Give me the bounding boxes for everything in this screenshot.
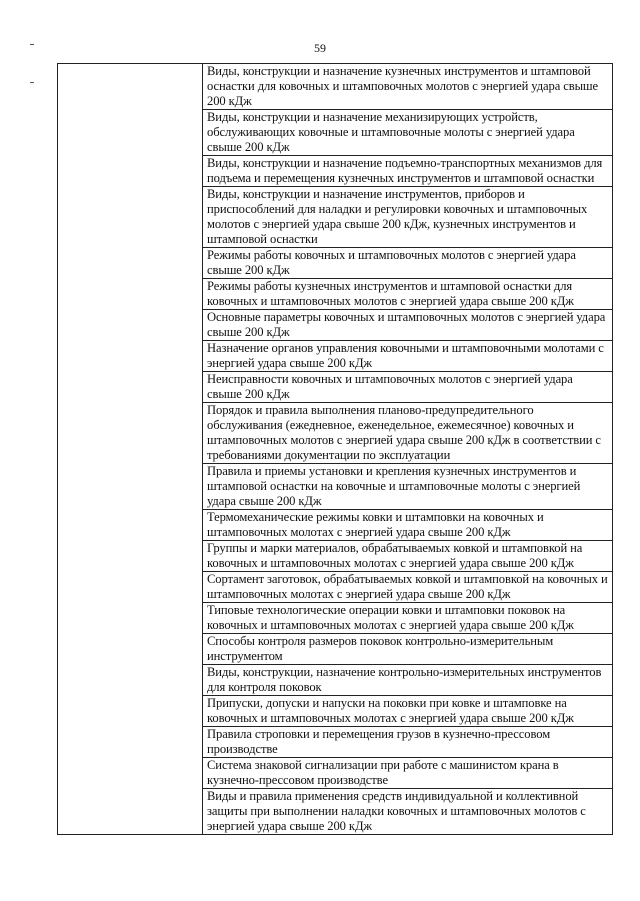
knowledge-item-cell xyxy=(203,64,613,110)
knowledge-item-text: Группы и марки материалов, обрабатываемых ковкой и штамповкой на ковочных и штамповочных молотах с энергией удара свыше 200 кДж xyxy=(207,541,583,570)
knowledge-item-text: Виды и правила применения средств индивидуальной и коллективной защиты при выполнении наладки ковочных и штамповочных молотов с энергией удара свыше 200 кДж xyxy=(207,789,586,833)
knowledge-item-text: Виды, конструкции и назначение кузнечных инструментов и штамповой оснастки для ковочных и штамповочных молотов с энергией удара свыше 200 кДж xyxy=(207,64,599,108)
knowledge-item-text: Термомеханические режимы ковки и штамповки на ковочных и штамповочных молотах с энергией удара свыше 200 кДж xyxy=(207,510,544,539)
knowledge-item-text: Припуски, допуски и напуски на поковки при ковке и штамповке на ковочных и штамповочных молотах с энергией удара свыше 200 кДж xyxy=(207,696,574,725)
knowledge-item-cell xyxy=(203,665,613,696)
knowledge-item-cell xyxy=(203,248,613,279)
knowledge-item-text: Виды, конструкции и назначение механизирующих устройств, обслуживающих ковочные и штамповочные молоты с энергией удара свыше 200 кДж xyxy=(207,110,575,154)
table-row xyxy=(58,64,613,110)
knowledge-table-body xyxy=(58,64,613,835)
knowledge-item-text: Виды, конструкции и назначение подъемно-транспортных механизмов для подъема и перемещения кузнечных инструментов и штамповой оснастки xyxy=(207,156,603,185)
page-number: 59 xyxy=(314,41,326,55)
knowledge-item-cell xyxy=(203,789,613,835)
knowledge-item-cell xyxy=(203,603,613,634)
knowledge-item-cell xyxy=(203,372,613,403)
knowledge-item-cell xyxy=(203,464,613,510)
knowledge-item-text: Режимы работы кузнечных инструментов и штамповой оснастки для ковочных и штамповочных молотов с энергией удара свыше 200 кДж xyxy=(207,279,574,308)
knowledge-table xyxy=(57,63,613,835)
knowledge-item-text: Виды, конструкции, назначение контрольно-измерительных инструментов для контроля поковок xyxy=(207,665,602,694)
knowledge-item-cell xyxy=(203,279,613,310)
knowledge-item-text: Способы контроля размеров поковок контрольно-измерительным инструментом xyxy=(207,634,554,663)
knowledge-item-cell xyxy=(203,187,613,248)
knowledge-item-cell xyxy=(203,727,613,758)
knowledge-item-cell xyxy=(203,572,613,603)
knowledge-item-cell xyxy=(203,403,613,464)
knowledge-item-cell xyxy=(203,696,613,727)
knowledge-item-cell xyxy=(203,510,613,541)
margin-mark xyxy=(30,82,34,83)
knowledge-item-text: Режимы работы ковочных и штамповочных молотов с энергией удара свыше 200 кДж xyxy=(207,248,576,277)
knowledge-item-cell xyxy=(203,341,613,372)
knowledge-item-text: Назначение органов управления ковочными и штамповочными молотами с энергией удара свыше 200 кДж xyxy=(207,341,604,370)
knowledge-item-cell xyxy=(203,156,613,187)
knowledge-item-cell xyxy=(203,758,613,789)
knowledge-item-cell xyxy=(203,541,613,572)
knowledge-item-cell xyxy=(203,310,613,341)
knowledge-item-text: Основные параметры ковочных и штамповочных молотов с энергией удара свыше 200 кДж xyxy=(207,310,606,339)
knowledge-item-text: Система знаковой сигнализации при работе с машинистом крана в кузнечно-прессовом производстве xyxy=(207,758,559,787)
knowledge-item-text: Виды, конструкции и назначение инструментов, приборов и приспособлений для наладки и регулировки ковочных и штамповочных молотов с энергией удара свыше 200 кДж, кузнечных инструментов и штамповой оснастки xyxy=(207,187,588,246)
knowledge-item-text: Неисправности ковочных и штамповочных молотов с энергией удара свыше 200 кДж xyxy=(207,372,573,401)
knowledge-item-cell xyxy=(203,634,613,665)
knowledge-item-text: Правила и приемы установки и крепления кузнечных инструментов и штамповой оснастки на ковочные и штамповочные молоты с энергией удара свыше 200 кДж xyxy=(207,464,581,508)
row-label-cell xyxy=(58,64,203,835)
knowledge-item-text: Сортамент заготовок, обрабатываемых ковкой и штамповкой на ковочных и штамповочных молотах с энергией удара свыше 200 кДж xyxy=(207,572,608,601)
knowledge-item-text: Типовые технологические операции ковки и штамповки поковок на ковочных и штамповочных молотах с энергией удара свыше 200 кДж xyxy=(207,603,574,632)
knowledge-item-cell xyxy=(203,110,613,156)
knowledge-item-text: Порядок и правила выполнения планово-предупредительного обслуживания (ежедневное, еженедельное, ежемесячное) ковочных и штамповочных молотов с энергией удара свыше 200 кДж в соответствии с требованиями документации по эксплуатации xyxy=(207,403,601,462)
knowledge-item-text: Правила строповки и перемещения грузов в кузнечно-прессовом производстве xyxy=(207,727,551,756)
